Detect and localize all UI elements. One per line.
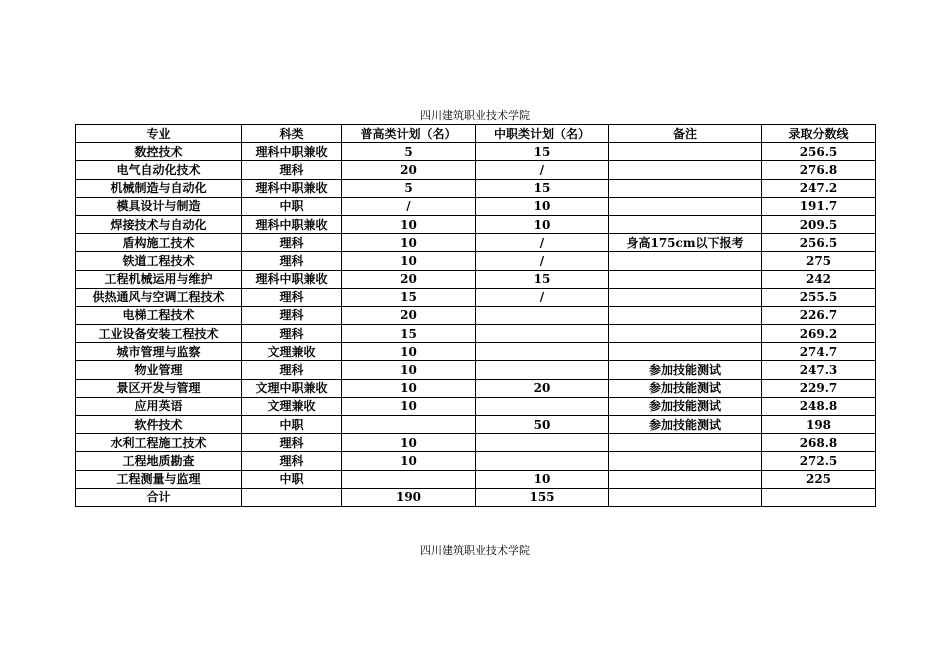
cell-category: 理科 [242,252,342,270]
cell-general-plan: 15 [342,288,476,306]
cell-general-plan [342,470,476,488]
cell-major: 供热通风与空调工程技术 [76,288,242,306]
table-row [76,379,876,397]
cell-cutoff-score: 276.8 [762,161,876,179]
cell-category: 文理中职兼收 [242,379,342,397]
cell-category: 理科 [242,434,342,452]
cell-cutoff-score: 256.5 [762,234,876,252]
cell-general-plan: 10 [342,252,476,270]
cell-general-plan: 10 [342,434,476,452]
cell-cutoff-score: 225 [762,470,876,488]
cell-category [242,488,342,506]
cell-category: 中职 [242,197,342,215]
cell-vocational-plan: 15 [476,270,609,288]
cell-vocational-plan [476,343,609,361]
cell-general-plan: / [342,197,476,215]
table-row [76,197,876,215]
cell-general-plan: 10 [342,361,476,379]
table-body [76,143,876,507]
cell-remarks [609,325,762,343]
cell-general-plan: 10 [342,379,476,397]
cell-major: 数控技术 [76,143,242,161]
cell-cutoff-score: 209.5 [762,215,876,233]
cell-cutoff-score: 229.7 [762,379,876,397]
cell-major: 机械制造与自动化 [76,179,242,197]
table-row [76,161,876,179]
cell-major: 铁道工程技术 [76,252,242,270]
cell-major: 工程机械运用与维护 [76,270,242,288]
cell-major: 电气自动化技术 [76,161,242,179]
cell-vocational-plan [476,306,609,324]
cell-category: 理科 [242,306,342,324]
cell-major: 合计 [76,488,242,506]
cell-major: 电梯工程技术 [76,306,242,324]
cell-cutoff-score: 256.5 [762,143,876,161]
cell-cutoff-score: 242 [762,270,876,288]
cell-remarks [609,343,762,361]
cell-cutoff-score: 269.2 [762,325,876,343]
cell-cutoff-score: 226.7 [762,306,876,324]
cell-cutoff-score: 247.2 [762,179,876,197]
cell-category: 理科中职兼收 [242,215,342,233]
cell-general-plan: 20 [342,306,476,324]
cell-major: 模具设计与制造 [76,197,242,215]
cell-cutoff-score: 275 [762,252,876,270]
cell-major: 工程地质勘查 [76,452,242,470]
cell-vocational-plan [476,397,609,415]
cell-remarks: 参加技能测试 [609,379,762,397]
table-row [76,325,876,343]
cell-category: 理科中职兼收 [242,270,342,288]
cell-vocational-plan [476,434,609,452]
header-general-plan: 普高类计划（名） [342,125,476,143]
cell-remarks [609,288,762,306]
table-row [76,306,876,324]
cell-general-plan: 5 [342,143,476,161]
cell-major: 工业设备安装工程技术 [76,325,242,343]
table-row [76,143,876,161]
table-row [76,470,876,488]
cell-vocational-plan: 15 [476,143,609,161]
table-row [76,215,876,233]
header-cutoff-score: 录取分数线 [762,125,876,143]
cell-major: 物业管理 [76,361,242,379]
cell-remarks [609,161,762,179]
cell-major: 应用英语 [76,397,242,415]
cell-category: 文理兼收 [242,397,342,415]
cell-remarks [609,452,762,470]
cell-vocational-plan: / [476,234,609,252]
cell-remarks [609,270,762,288]
table-row [76,252,876,270]
cell-major: 工程测量与监理 [76,470,242,488]
cell-vocational-plan: 50 [476,416,609,434]
table-row [76,179,876,197]
cell-cutoff-score: 274.7 [762,343,876,361]
cell-vocational-plan: 10 [476,470,609,488]
cell-remarks [609,252,762,270]
header-remarks: 备注 [609,125,762,143]
cell-general-plan: 10 [342,234,476,252]
table-row [76,343,876,361]
cell-cutoff-score: 268.8 [762,434,876,452]
table-row [76,361,876,379]
cell-vocational-plan: / [476,161,609,179]
cell-cutoff-score: 272.5 [762,452,876,470]
cell-category: 理科 [242,288,342,306]
cell-vocational-plan: 155 [476,488,609,506]
cell-vocational-plan [476,325,609,343]
cell-remarks [609,470,762,488]
cell-general-plan: 190 [342,488,476,506]
cell-category: 中职 [242,416,342,434]
cell-general-plan: 20 [342,270,476,288]
cell-remarks [609,434,762,452]
cell-remarks [609,488,762,506]
cell-general-plan: 10 [342,452,476,470]
cell-vocational-plan: / [476,252,609,270]
cell-cutoff-score: 198 [762,416,876,434]
table-row [76,234,876,252]
header-vocational-plan: 中职类计划（名） [476,125,609,143]
document-title-top: 四川建筑职业技术学院 [420,109,530,122]
header-major: 专业 [76,125,242,143]
cell-major: 盾构施工技术 [76,234,242,252]
cell-category: 理科 [242,234,342,252]
cell-category: 文理兼收 [242,343,342,361]
cell-category: 中职 [242,470,342,488]
cell-vocational-plan: / [476,288,609,306]
cell-vocational-plan: 10 [476,215,609,233]
cell-remarks [609,197,762,215]
cell-general-plan: 10 [342,397,476,415]
table-row [76,397,876,415]
cell-vocational-plan: 15 [476,179,609,197]
cell-remarks: 参加技能测试 [609,397,762,415]
cell-cutoff-score: 255.5 [762,288,876,306]
cell-general-plan: 5 [342,179,476,197]
cell-remarks [609,143,762,161]
cell-category: 理科 [242,361,342,379]
cell-remarks [609,179,762,197]
cell-major: 水利工程施工技术 [76,434,242,452]
cell-remarks: 身高175cm以下报考 [609,234,762,252]
cell-category: 理科 [242,161,342,179]
cell-major: 城市管理与监察 [76,343,242,361]
cell-remarks: 参加技能测试 [609,361,762,379]
cell-cutoff-score: 191.7 [762,197,876,215]
admission-table [75,124,876,507]
cell-major: 焊接技术与自动化 [76,215,242,233]
cell-general-plan: 20 [342,161,476,179]
header-category: 科类 [242,125,342,143]
cell-vocational-plan [476,361,609,379]
cell-major: 景区开发与管理 [76,379,242,397]
cell-vocational-plan: 20 [476,379,609,397]
table-total-row [76,488,876,506]
cell-general-plan: 15 [342,325,476,343]
cell-category: 理科中职兼收 [242,179,342,197]
table-row [76,434,876,452]
cell-cutoff-score [762,488,876,506]
table-row [76,270,876,288]
table-header-row [76,125,876,143]
cell-category: 理科 [242,452,342,470]
cell-vocational-plan [476,452,609,470]
cell-remarks [609,215,762,233]
table-row [76,288,876,306]
cell-major: 软件技术 [76,416,242,434]
cell-category: 理科中职兼收 [242,143,342,161]
cell-remarks [609,306,762,324]
cell-cutoff-score: 248.8 [762,397,876,415]
cell-remarks: 参加技能测试 [609,416,762,434]
cell-general-plan [342,416,476,434]
document-title-bottom: 四川建筑职业技术学院 [420,544,530,557]
cell-vocational-plan: 10 [476,197,609,215]
cell-category: 理科 [242,325,342,343]
cell-general-plan: 10 [342,215,476,233]
cell-cutoff-score: 247.3 [762,361,876,379]
cell-general-plan: 10 [342,343,476,361]
table-row [76,452,876,470]
table-row [76,416,876,434]
